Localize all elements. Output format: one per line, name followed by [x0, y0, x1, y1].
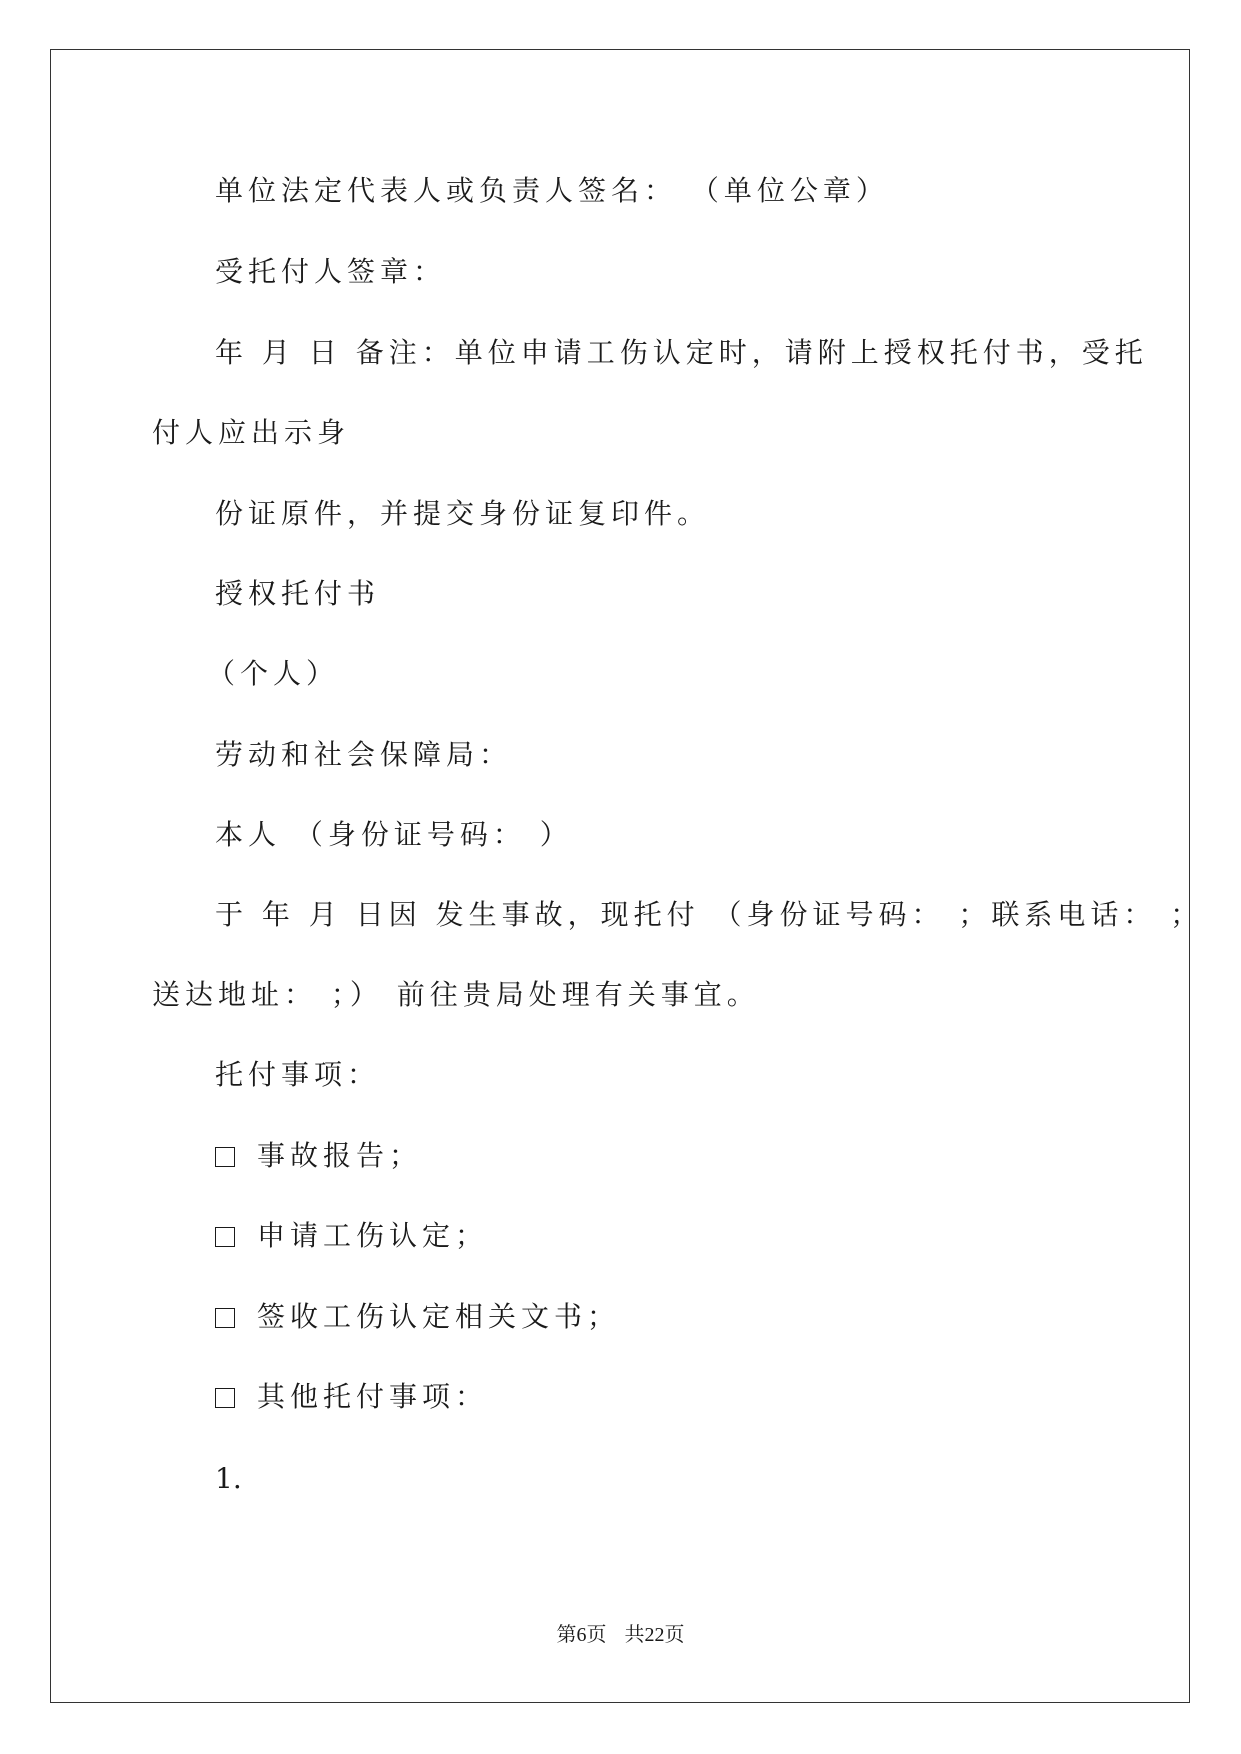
addressee-line: 劳动和社会保障局：: [215, 738, 513, 771]
page-footer: [0, 1623, 1241, 1647]
numbered-item: 1.: [215, 1462, 242, 1495]
remark-continuation-line: 付人应出示身: [152, 416, 351, 449]
section-subtitle: （个人）: [207, 657, 340, 690]
checklist-label: 其他托付事项：: [257, 1380, 489, 1413]
trustee-signature-line: 受托付人签章：: [215, 255, 447, 288]
date-and-remark-line: 年 月 日 备注：单位申请工伤认定时，请附上授权托付书，受托: [215, 336, 1148, 369]
checklist-label: 申请工伤认定；: [257, 1219, 489, 1252]
accident-statement-line: 于 年 月 日因 发生事故，现托付 （身份证号码： ；联系电话： ；: [215, 898, 1204, 931]
section-title: 授权托付书: [215, 577, 381, 610]
id-documents-line: 份证原件，并提交身份证复印件。: [215, 497, 711, 530]
accident-statement-continuation: 送达地址： ；） 前往贵局处理有关事宜。: [152, 978, 760, 1011]
checkbox-icon[interactable]: [215, 1388, 235, 1408]
checklist-item-sign-documents: [215, 1297, 620, 1337]
checklist-label: 事故报告；: [257, 1139, 423, 1172]
page-border: [50, 49, 1190, 1703]
checkbox-icon[interactable]: [215, 1147, 235, 1167]
delegated-matters-heading: 托付事项：: [215, 1058, 381, 1091]
checklist-item-other-matters: [215, 1377, 488, 1417]
page-number: 第6页: [556, 1624, 607, 1646]
checkbox-icon[interactable]: [215, 1308, 235, 1328]
checklist-label: 签收工伤认定相关文书；: [257, 1300, 621, 1333]
principal-line: 本人 （身份证号码： ）: [215, 818, 573, 851]
checklist-item-apply-injury-recognition: [215, 1216, 488, 1256]
checklist-item-accident-report: [215, 1136, 422, 1176]
legal-rep-signature-line: 单位法定代表人或负责人签名： （单位公章）: [215, 174, 889, 207]
checkbox-icon[interactable]: [215, 1227, 235, 1247]
page-total: 共22页: [624, 1624, 685, 1646]
